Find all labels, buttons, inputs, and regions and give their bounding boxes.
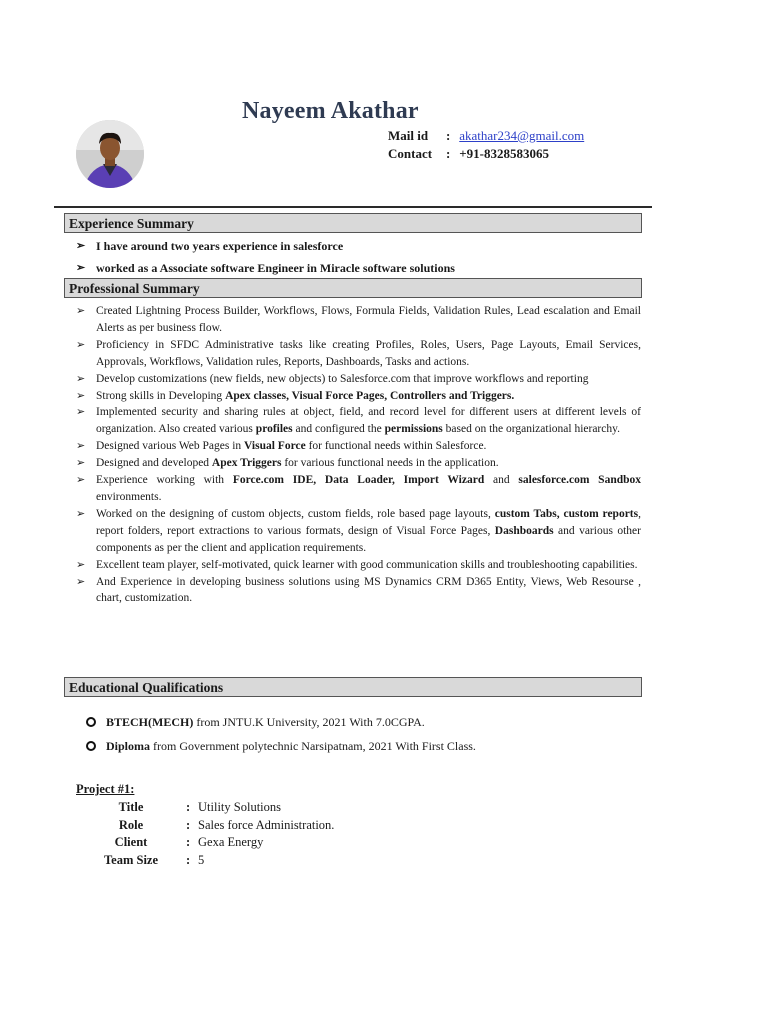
project-field-value: Sales force Administration.: [198, 817, 335, 832]
person-photo-icon: [76, 120, 144, 188]
list-item: [74, 371, 641, 388]
summary-text: Develop customizations (new fields, new objects) to Salesforce.com that improve workflows and reporting: [96, 372, 589, 385]
project-row: [76, 817, 334, 835]
bold-text: Visual Force: [244, 440, 306, 453]
project-field-separator: :: [186, 835, 191, 849]
project-field-label: Role: [118, 817, 144, 832]
arrow-bullet-icon: ➢: [76, 457, 86, 470]
bold-text: custom Tabs, custom reports: [494, 507, 639, 520]
list-item: [74, 455, 641, 472]
project-field-label: Client: [114, 835, 148, 849]
list-item: [74, 438, 641, 455]
experience-summary-heading: Experience Summary: [64, 213, 642, 233]
contact-separator: :: [446, 146, 451, 161]
summary-text: Experience working with: [96, 474, 233, 487]
bold-text: Apex classes, Visual Force Pages, Controllers and Triggers.: [225, 389, 515, 402]
summary-text: for various functional needs in the application.: [281, 457, 499, 470]
mail-row: [388, 128, 584, 144]
project-row: [76, 852, 334, 870]
summary-text: Worked on the designing of custom objects, custom fields, role based page layouts,: [96, 507, 495, 520]
project-field-value: 5: [198, 852, 205, 867]
header-divider: [54, 206, 652, 208]
summary-text: And Experience in developing business solutions using MS Dynamics CRM D365 Entity, Views, Web Resourse , chart, customization.: [96, 575, 641, 605]
list-item: [74, 506, 641, 557]
arrow-bullet-icon: ➢: [76, 338, 86, 351]
project-heading: Project #1:: [76, 782, 135, 796]
experience-text: I have around two years experience in salesforce: [96, 239, 344, 253]
arrow-bullet-icon: ➢: [76, 240, 86, 252]
summary-text: and various other components as per the client and application requirements.: [96, 524, 641, 554]
summary-text: and configured the: [292, 423, 385, 436]
degree-name: Diploma: [106, 739, 151, 753]
summary-text: and: [484, 474, 519, 487]
education-list: [86, 710, 626, 758]
profile-photo: [76, 120, 144, 188]
summary-text: Designed various Web Pages in: [96, 440, 245, 453]
arrow-bullet-icon: ➢: [76, 262, 86, 274]
email-link[interactable]: akathar234@gmail.com: [459, 128, 585, 143]
project-field-separator: :: [186, 800, 191, 814]
list-item: [74, 557, 641, 574]
list-item: [74, 472, 641, 506]
summary-text: based on the organizational hierarchy.: [442, 423, 620, 436]
experience-text: worked as a Associate software Engineer in Miracle software solutions: [96, 261, 455, 275]
bold-text: Force.com IDE, Data Loader, Import Wizard: [232, 474, 485, 487]
project-section: [76, 782, 334, 869]
candidate-name: Nayeem Akathar: [242, 98, 419, 124]
project-field-label: Team Size: [103, 852, 159, 867]
bold-text: salesforce.com Sandbox: [518, 474, 642, 487]
summary-text: Excellent team player, self-motivated, quick learner with good communication skills and troubleshooting capabilities.: [96, 558, 638, 571]
project-field-value: Utility Solutions: [198, 800, 282, 814]
bold-text: Dashboards: [494, 524, 554, 537]
degree-name: BTECH(MECH): [106, 715, 194, 729]
summary-text: Created Lightning Process Builder, Workflows, Flows, Formula Fields, Validation Rules, Lead escalation and Email Alerts as per business flow.: [96, 305, 641, 334]
project-field-separator: :: [186, 852, 191, 867]
project-row: [76, 799, 334, 817]
list-item: [86, 734, 626, 758]
arrow-bullet-icon: ➢: [76, 389, 86, 402]
project-field-value: Gexa Energy: [198, 835, 264, 849]
arrow-bullet-icon: ➢: [76, 305, 86, 317]
summary-text: , report folders, report extractions to various formats, design of Visual Force Pages,: [96, 507, 641, 537]
mail-label: Mail id: [388, 128, 429, 143]
summary-text: Strong skills in Developing: [96, 389, 226, 402]
experience-list: [74, 235, 634, 279]
summary-text: Implemented security and sharing rules at object, field, and record level for different users at different levels of organization. Also created various: [96, 406, 641, 436]
list-item: [74, 404, 641, 438]
summary-text: Designed and developed: [96, 457, 212, 470]
list-item: [74, 257, 634, 279]
circle-bullet-icon: [86, 741, 96, 751]
mail-separator: :: [446, 128, 451, 143]
bold-text: profiles: [255, 423, 293, 436]
list-item: [74, 574, 641, 608]
educational-qualifications-heading: Educational Qualifications: [64, 677, 642, 697]
professional-summary-heading: Professional Summary: [64, 278, 642, 298]
summary-text: environments.: [96, 490, 162, 503]
project-details: [76, 799, 334, 869]
contact-label: Contact: [388, 146, 433, 161]
summary-text: Proficiency in SFDC Administrative tasks like creating Profiles, Roles, Users, Page Layouts, Email Services, Approvals, Workflows, Validation rules, Reports, Dashboards, Tasks and actions.: [96, 338, 641, 368]
arrow-bullet-icon: ➢: [76, 474, 86, 487]
bold-text: Apex Triggers: [211, 457, 282, 470]
list-item: [86, 710, 626, 734]
degree-details: from JNTU.K University, 2021 With 7.0CGPA.: [193, 715, 425, 729]
bold-text: permissions: [384, 423, 443, 436]
contact-row: [388, 146, 549, 162]
arrow-bullet-icon: ➢: [76, 440, 86, 453]
list-item: [74, 303, 641, 337]
arrow-bullet-icon: ➢: [76, 575, 86, 588]
degree-details: from Government polytechnic Narsipatnam, 2021 With First Class.: [150, 739, 476, 753]
arrow-bullet-icon: ➢: [76, 406, 86, 419]
professional-list: [74, 303, 641, 607]
project-field-separator: :: [186, 817, 191, 832]
arrow-bullet-icon: ➢: [76, 558, 86, 571]
list-item: [74, 337, 641, 371]
circle-bullet-icon: [86, 717, 96, 727]
project-row: [76, 834, 334, 852]
phone-number: +91-8328583065: [459, 146, 549, 161]
summary-text: for functional needs within Salesforce.: [305, 440, 487, 453]
list-item: [74, 388, 641, 405]
arrow-bullet-icon: ➢: [76, 372, 86, 385]
project-field-label: Title: [118, 800, 144, 814]
arrow-bullet-icon: ➢: [76, 507, 86, 520]
list-item: [74, 235, 634, 257]
